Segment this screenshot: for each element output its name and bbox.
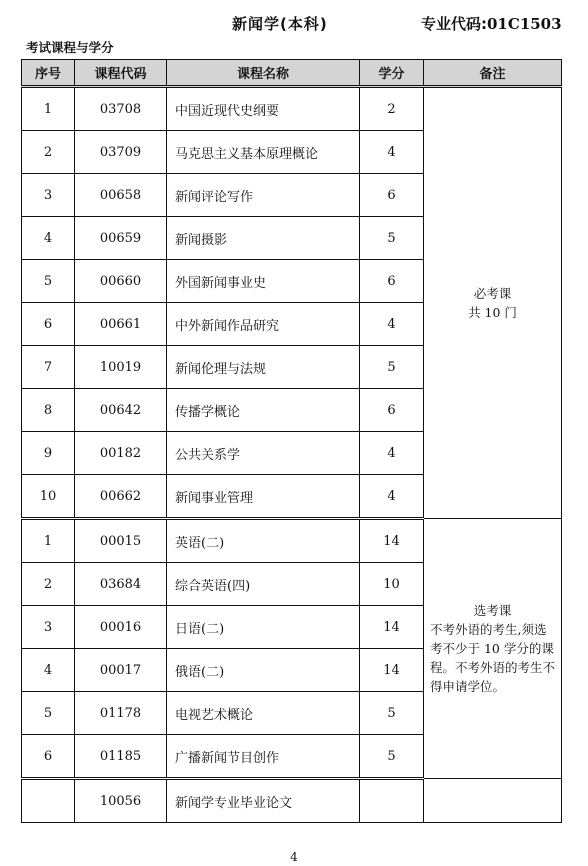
course-code: 00016: [75, 606, 167, 649]
course-credit: 14: [360, 649, 424, 692]
row-no: 8: [22, 389, 75, 432]
course-code: 03708: [75, 87, 167, 131]
course-name: 电视艺术概论: [167, 692, 360, 735]
row-no: 1: [22, 519, 75, 563]
course-credit: 4: [360, 131, 424, 174]
course-credit: 14: [360, 606, 424, 649]
major-code-label: 专业代码:: [421, 15, 487, 33]
course-credit: 6: [360, 260, 424, 303]
course-name: 中国近现代史纲要: [167, 87, 360, 131]
elective-note-head: 选考课: [473, 603, 512, 618]
course-name: 新闻摄影: [167, 217, 360, 260]
course-credit: 4: [360, 432, 424, 475]
course-code: 00017: [75, 649, 167, 692]
table-row: [22, 87, 562, 131]
column-header-code: 课程代码: [75, 60, 167, 87]
course-code: 01178: [75, 692, 167, 735]
course-code: 10056: [75, 779, 167, 823]
table-header-row: [22, 60, 562, 87]
elective-note: [424, 519, 562, 779]
row-no: 4: [22, 649, 75, 692]
course-name: 英语(二): [167, 519, 360, 563]
course-code: 00015: [75, 519, 167, 563]
row-no: [22, 779, 75, 823]
course-code: 00661: [75, 303, 167, 346]
row-no: 6: [22, 735, 75, 779]
required-note-head: 必考课: [473, 286, 512, 301]
course-name: 公共关系学: [167, 432, 360, 475]
course-code: 00662: [75, 475, 167, 519]
course-credit: 4: [360, 475, 424, 519]
course-credit: 5: [360, 692, 424, 735]
elective-note-body: 不考外语的考生,须选考不少于 10 学分的课程。不考外语的考生不得申请学位。: [430, 622, 556, 694]
course-code: 03709: [75, 131, 167, 174]
course-code: 03684: [75, 563, 167, 606]
course-credit: 5: [360, 346, 424, 389]
course-name: 外国新闻事业史: [167, 260, 360, 303]
page-title: 新闻学(本科): [232, 15, 328, 33]
course-credit: 6: [360, 389, 424, 432]
table-row-thesis: [22, 779, 562, 823]
course-name: 广播新闻节目创作: [167, 735, 360, 779]
column-header-name: 课程名称: [167, 60, 360, 87]
row-no: 4: [22, 217, 75, 260]
row-no: 3: [22, 606, 75, 649]
course-table: [21, 59, 562, 823]
course-name: 新闻事业管理: [167, 475, 360, 519]
course-code: 00660: [75, 260, 167, 303]
row-no: 6: [22, 303, 75, 346]
column-header-credit: 学分: [360, 60, 424, 87]
major-code: [421, 13, 562, 34]
course-credit: 2: [360, 87, 424, 131]
course-code: 00659: [75, 217, 167, 260]
course-name: 中外新闻作品研究: [167, 303, 360, 346]
page-number: 4: [290, 850, 298, 864]
course-name: 马克思主义基本原理概论: [167, 131, 360, 174]
course-credit: 14: [360, 519, 424, 563]
required-note-body: 共 10 门: [468, 305, 517, 320]
course-name: 综合英语(四): [167, 563, 360, 606]
course-name: 新闻评论写作: [167, 174, 360, 217]
section-title: 考试课程与学分: [26, 40, 114, 55]
required-note: [424, 87, 562, 519]
course-code: 01185: [75, 735, 167, 779]
course-credit: 5: [360, 217, 424, 260]
course-credit: 5: [360, 735, 424, 779]
row-no: 2: [22, 563, 75, 606]
table-row: [22, 519, 562, 563]
course-code: 00182: [75, 432, 167, 475]
row-no: 7: [22, 346, 75, 389]
course-name: 俄语(二): [167, 649, 360, 692]
row-no: 1: [22, 87, 75, 131]
row-no: 10: [22, 475, 75, 519]
course-code: 10019: [75, 346, 167, 389]
course-credit: 4: [360, 303, 424, 346]
course-code: 00658: [75, 174, 167, 217]
course-name: 传播学概论: [167, 389, 360, 432]
course-name: 新闻伦理与法规: [167, 346, 360, 389]
course-name: 日语(二): [167, 606, 360, 649]
row-no: 2: [22, 131, 75, 174]
course-credit: [360, 779, 424, 823]
row-no: 5: [22, 692, 75, 735]
course-credit: 6: [360, 174, 424, 217]
major-code-value: 01C1503: [487, 15, 562, 33]
row-no: 5: [22, 260, 75, 303]
course-credit: 10: [360, 563, 424, 606]
row-no: 3: [22, 174, 75, 217]
course-code: 00642: [75, 389, 167, 432]
thesis-note: [424, 779, 562, 823]
column-header-note: 备注: [424, 60, 562, 87]
column-header-no: 序号: [22, 60, 75, 87]
course-name: 新闻学专业毕业论文: [167, 779, 360, 823]
row-no: 9: [22, 432, 75, 475]
